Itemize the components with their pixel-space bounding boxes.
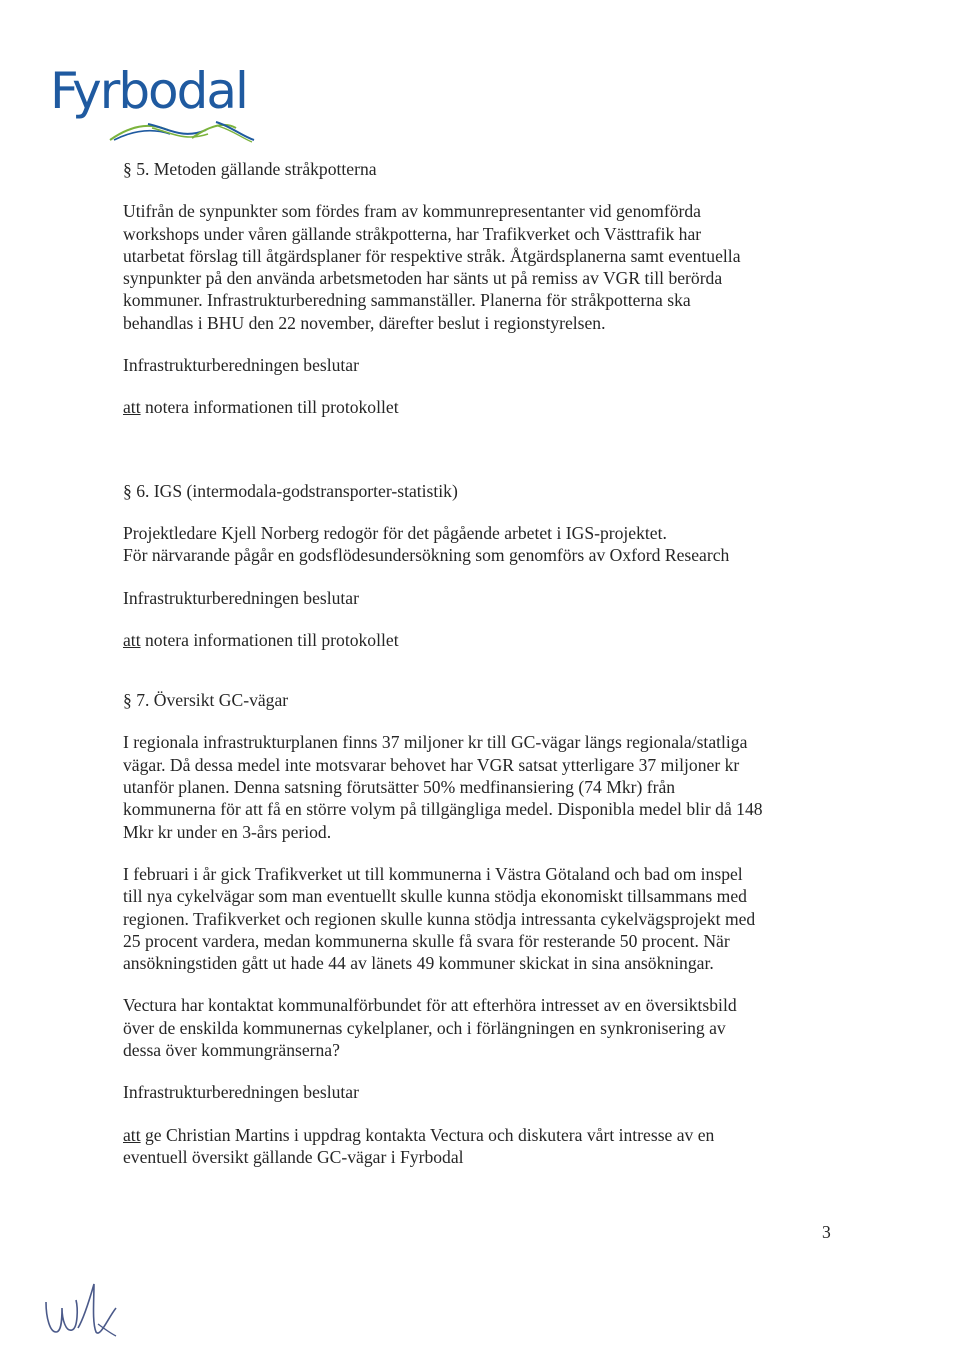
section-5-decision: [123, 396, 823, 418]
fyrbodal-logo: [50, 62, 270, 144]
decision-text: notera informationen till protokollet: [145, 397, 399, 418]
document-body: [123, 158, 823, 1168]
section-5-line: kommuner. Infrastrukturberedning sammanställer. Planerna för stråkpotterna ska: [123, 290, 691, 311]
section-5-line: synpunkter på den använda arbetsmetoden har sänts ut på remiss av VGR till berörda: [123, 268, 723, 289]
section-6-decision: [123, 629, 823, 651]
section-7-decision-cont: eventuell översikt gällande GC-vägar i Fyrbodal: [123, 1146, 464, 1167]
section-5-line: workshops under våren gällande stråkpotterna, har Trafikverket och Västtrafik har: [123, 223, 702, 244]
section-5-line: behandlas i BHU den 22 november, därefter beslut i regionstyrelsen.: [123, 312, 606, 333]
page-number: 3: [822, 1222, 831, 1242]
decision-text: ge Christian Martins i uppdrag kontakta Vectura och diskutera vårt intresse av en: [145, 1124, 715, 1145]
section-7-line: dessa över kommungränserna?: [123, 1040, 340, 1061]
section-7-line: över de enskilda kommunernas cykelplaner, och i förlängningen en synkronisering av: [123, 1017, 726, 1038]
section-7-line: Vectura har kontaktat kommunalförbundet för att efterhöra intresset av en översiktsbild: [123, 995, 737, 1016]
section-7-line: regionen. Trafikverket och regionen skulle kunna stödja intressanta cykelvägsprojekt med: [123, 908, 756, 929]
waves-icon: [108, 118, 256, 144]
section-5-line: Utifrån de synpunkter som fördes fram av kommunrepresentanter vid genomförda: [123, 201, 701, 222]
section-7-line: I februari i år gick Trafikverket ut till kommunerna i Västra Götaland och bad om inspel: [123, 863, 743, 884]
section-5-decision-intro: Infrastrukturberedningen beslutar: [123, 355, 359, 376]
section-7-decision-intro: Infrastrukturberedningen beslutar: [123, 1082, 359, 1103]
signature-icon: [40, 1278, 120, 1344]
decision-text: notera informationen till protokollet: [145, 629, 399, 650]
section-6-heading: § 6. IGS (intermodala-godstransporter-statistik): [123, 480, 458, 501]
att-word: att: [123, 1124, 141, 1145]
section-5-line: utarbetat förslag till åtgärdsplaner för respektive stråk. Åtgärdsplanerna samt eventuella: [123, 245, 741, 266]
section-7-line: vägar. Då dessa medel inte motsvarar behovet har VGR satsat ytterligare 37 miljoner kr: [123, 754, 740, 775]
section-7-line: kommunerna för att få en större volym på tillgängliga medel. Disponibla medel blir då 148: [123, 799, 763, 820]
section-7-line: 25 procent vardera, medan kommunerna skulle få svara för resterande 50 procent. När: [123, 930, 730, 951]
section-7-line: Mkr kr under en 3-års period.: [123, 821, 332, 842]
section-7-decision: [123, 1124, 823, 1146]
att-word: att: [123, 629, 141, 650]
section-7-heading: § 7. Översikt GC-vägar: [123, 690, 289, 711]
section-6-decision-intro: Infrastrukturberedningen beslutar: [123, 587, 359, 608]
section-7-line: till nya cykelvägar som man eventuellt skulle kunna stödja ekonomiskt tillsammans med: [123, 886, 747, 907]
section-7-line: I regionala infrastrukturplanen finns 37 miljoner kr till GC-vägar längs regionala/statliga: [123, 732, 748, 753]
att-word: att: [123, 397, 141, 418]
section-6-line: För närvarande pågår en godsflödesundersökning som genomförs av Oxford Research: [123, 545, 730, 566]
section-6-line: Projektledare Kjell Norberg redogör för det pågående arbetet i IGS-projektet.: [123, 522, 667, 543]
logo-text: Fyrbodal: [50, 62, 247, 120]
section-7-line: ansökningstiden gått ut hade 44 av länets 49 kommuner skickat in sina ansökningar.: [123, 953, 714, 974]
section-7-line: utanför planen. Denna satsning förutsätter 50% medfinansiering (74 Mkr) från: [123, 777, 676, 798]
section-5-heading: § 5. Metoden gällande stråkpotterna: [123, 159, 377, 179]
